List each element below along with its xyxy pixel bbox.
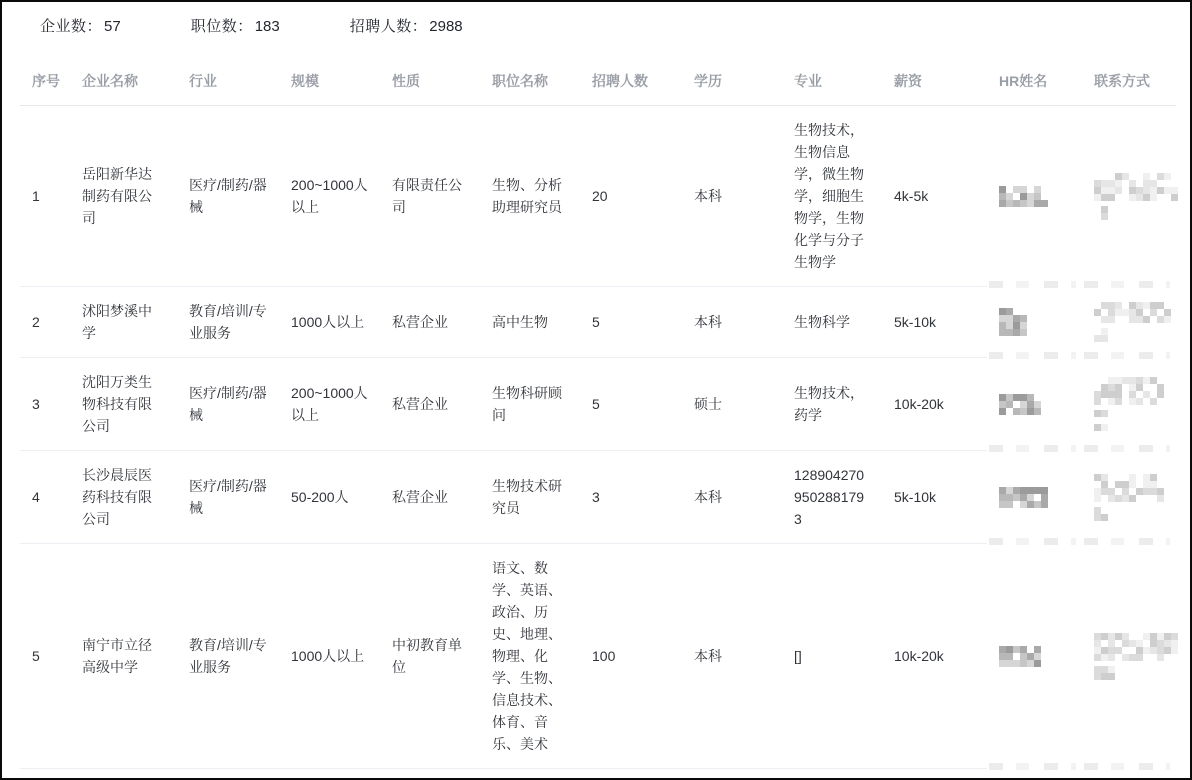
cell-salary: 5k-10k bbox=[882, 451, 987, 544]
cell-count: 3 bbox=[580, 451, 682, 544]
cell-company: 长沙晨辰医药科技有限公司 bbox=[70, 451, 177, 544]
cell-hr-name bbox=[987, 544, 1082, 769]
table-row bbox=[20, 451, 1176, 544]
cell-no: 4 bbox=[20, 451, 70, 544]
cell-position: 生物技术研究员 bbox=[480, 451, 580, 544]
cell-count: 20 bbox=[580, 106, 682, 287]
cell-count: 100 bbox=[580, 544, 682, 769]
redacted-mosaic bbox=[1094, 410, 1108, 431]
cell-industry: 医疗/制药/器械 bbox=[177, 106, 279, 287]
cell-count: 5 bbox=[580, 287, 682, 358]
cell-company: 沭阳梦溪中学 bbox=[70, 287, 177, 358]
table-header-row bbox=[20, 57, 1176, 106]
redacted-mosaic bbox=[1094, 633, 1178, 661]
stat-company-count-label: 企业数： bbox=[40, 18, 103, 35]
redacted-divider-band bbox=[1084, 763, 1170, 770]
redacted-mosaic bbox=[1094, 173, 1178, 201]
cell-nature: 私营企业 bbox=[380, 358, 480, 451]
column-header-hr-name: HR姓名 bbox=[987, 57, 1082, 106]
cell-major: 生物技术，生物信息学，微生物学，细胞生物学，生物化学与分子生物学 bbox=[782, 106, 882, 287]
redacted-mosaic bbox=[1094, 377, 1164, 405]
column-header-company: 企业名称 bbox=[70, 57, 177, 106]
cell-contact bbox=[1082, 451, 1176, 544]
stat-company-count bbox=[40, 16, 121, 38]
cell-no: 1 bbox=[20, 106, 70, 287]
stat-position-count bbox=[191, 16, 280, 38]
cell-salary: 10k-20k bbox=[882, 358, 987, 451]
cell-no: 3 bbox=[20, 358, 70, 451]
redacted-mosaic bbox=[999, 646, 1041, 667]
redacted-mosaic bbox=[999, 186, 1048, 207]
stat-position-count-value: 183 bbox=[254, 18, 280, 35]
cell-scale: 1000人以上 bbox=[279, 287, 380, 358]
cell-major: 生物技术，药学 bbox=[782, 358, 882, 451]
column-header-industry: 行业 bbox=[177, 57, 279, 106]
cell-contact bbox=[1082, 106, 1176, 287]
cell-position: 高中生物 bbox=[480, 287, 580, 358]
cell-major: 生物科学 bbox=[782, 287, 882, 358]
cell-contact bbox=[1082, 544, 1176, 769]
stats-bar bbox=[2, 2, 1190, 57]
stat-company-count-value: 57 bbox=[104, 18, 121, 35]
column-header-salary: 薪资 bbox=[882, 57, 987, 106]
cell-contact bbox=[1082, 287, 1176, 358]
cell-contact bbox=[1082, 358, 1176, 451]
redacted-mosaic bbox=[1094, 666, 1115, 680]
cell-education: 本科 bbox=[682, 544, 782, 769]
redacted-mosaic bbox=[1094, 302, 1171, 323]
column-header-no: 序号 bbox=[20, 57, 70, 106]
cell-hr-name bbox=[987, 451, 1082, 544]
cell-company: 南宁市立径高级中学 bbox=[70, 544, 177, 769]
cell-scale: 50-200人 bbox=[279, 451, 380, 544]
cell-count: 5 bbox=[580, 358, 682, 451]
cell-major: 1289042709502881793 bbox=[782, 451, 882, 544]
cell-position: 生物、分析助理研究员 bbox=[480, 106, 580, 287]
cell-company: 沈阳万类生物科技有限公司 bbox=[70, 358, 177, 451]
cell-company: 岳阳新华达制药有限公司 bbox=[70, 106, 177, 287]
cell-education: 本科 bbox=[682, 287, 782, 358]
column-header-position: 职位名称 bbox=[480, 57, 580, 106]
cell-education: 硕士 bbox=[682, 358, 782, 451]
cell-industry: 教育/培训/专业服务 bbox=[177, 544, 279, 769]
table-row bbox=[20, 106, 1176, 287]
column-header-major: 专业 bbox=[782, 57, 882, 106]
redacted-mosaic bbox=[999, 487, 1048, 508]
cell-industry: 教育/培训/专业服务 bbox=[177, 287, 279, 358]
cell-hr-name bbox=[987, 287, 1082, 358]
cell-education: 本科 bbox=[682, 451, 782, 544]
recruitment-table bbox=[20, 57, 1176, 769]
cell-hr-name bbox=[987, 358, 1082, 451]
column-header-count: 招聘人数 bbox=[580, 57, 682, 106]
stat-hire-count-value: 2988 bbox=[429, 18, 463, 35]
column-header-education: 学历 bbox=[682, 57, 782, 106]
cell-industry: 医疗/制药/器械 bbox=[177, 358, 279, 451]
cell-no: 2 bbox=[20, 287, 70, 358]
cell-education: 本科 bbox=[682, 106, 782, 287]
stat-hire-count bbox=[350, 16, 463, 38]
cell-nature: 有限责任公司 bbox=[380, 106, 480, 287]
table-row bbox=[20, 358, 1176, 451]
cell-industry: 医疗/制药/器械 bbox=[177, 451, 279, 544]
stat-hire-count-label: 招聘人数： bbox=[349, 18, 428, 35]
redacted-mosaic bbox=[999, 308, 1027, 336]
cell-scale: 200~1000人以上 bbox=[279, 106, 380, 287]
redacted-mosaic bbox=[1094, 507, 1108, 521]
cell-salary: 10k-20k bbox=[882, 544, 987, 769]
table-row bbox=[20, 287, 1176, 358]
table-row bbox=[20, 544, 1176, 769]
cell-nature: 私营企业 bbox=[380, 287, 480, 358]
cell-nature: 私营企业 bbox=[380, 451, 480, 544]
redacted-divider-band bbox=[989, 763, 1076, 770]
cell-position: 生物科研顾问 bbox=[480, 358, 580, 451]
column-header-nature: 性质 bbox=[380, 57, 480, 106]
cell-salary: 4k-5k bbox=[882, 106, 987, 287]
cell-salary: 5k-10k bbox=[882, 287, 987, 358]
cell-scale: 200~1000人以上 bbox=[279, 358, 380, 451]
redacted-mosaic bbox=[1094, 474, 1164, 502]
redacted-mosaic bbox=[1094, 328, 1108, 342]
column-header-contact: 联系方式 bbox=[1082, 57, 1176, 106]
cell-scale: 1000人以上 bbox=[279, 544, 380, 769]
table-wrap bbox=[2, 57, 1190, 769]
cell-no: 5 bbox=[20, 544, 70, 769]
stat-position-count-label: 职位数： bbox=[190, 18, 253, 35]
redacted-mosaic bbox=[999, 394, 1041, 415]
cell-major: [] bbox=[782, 544, 882, 769]
redacted-mosaic bbox=[1094, 206, 1108, 220]
cell-position: 语文、数学、英语、政治、历史、地理、物理、化学、生物、信息技术、体育、音乐、美术 bbox=[480, 544, 580, 769]
cell-nature: 中初教育单位 bbox=[380, 544, 480, 769]
column-header-scale: 规模 bbox=[279, 57, 380, 106]
cell-hr-name bbox=[987, 106, 1082, 287]
